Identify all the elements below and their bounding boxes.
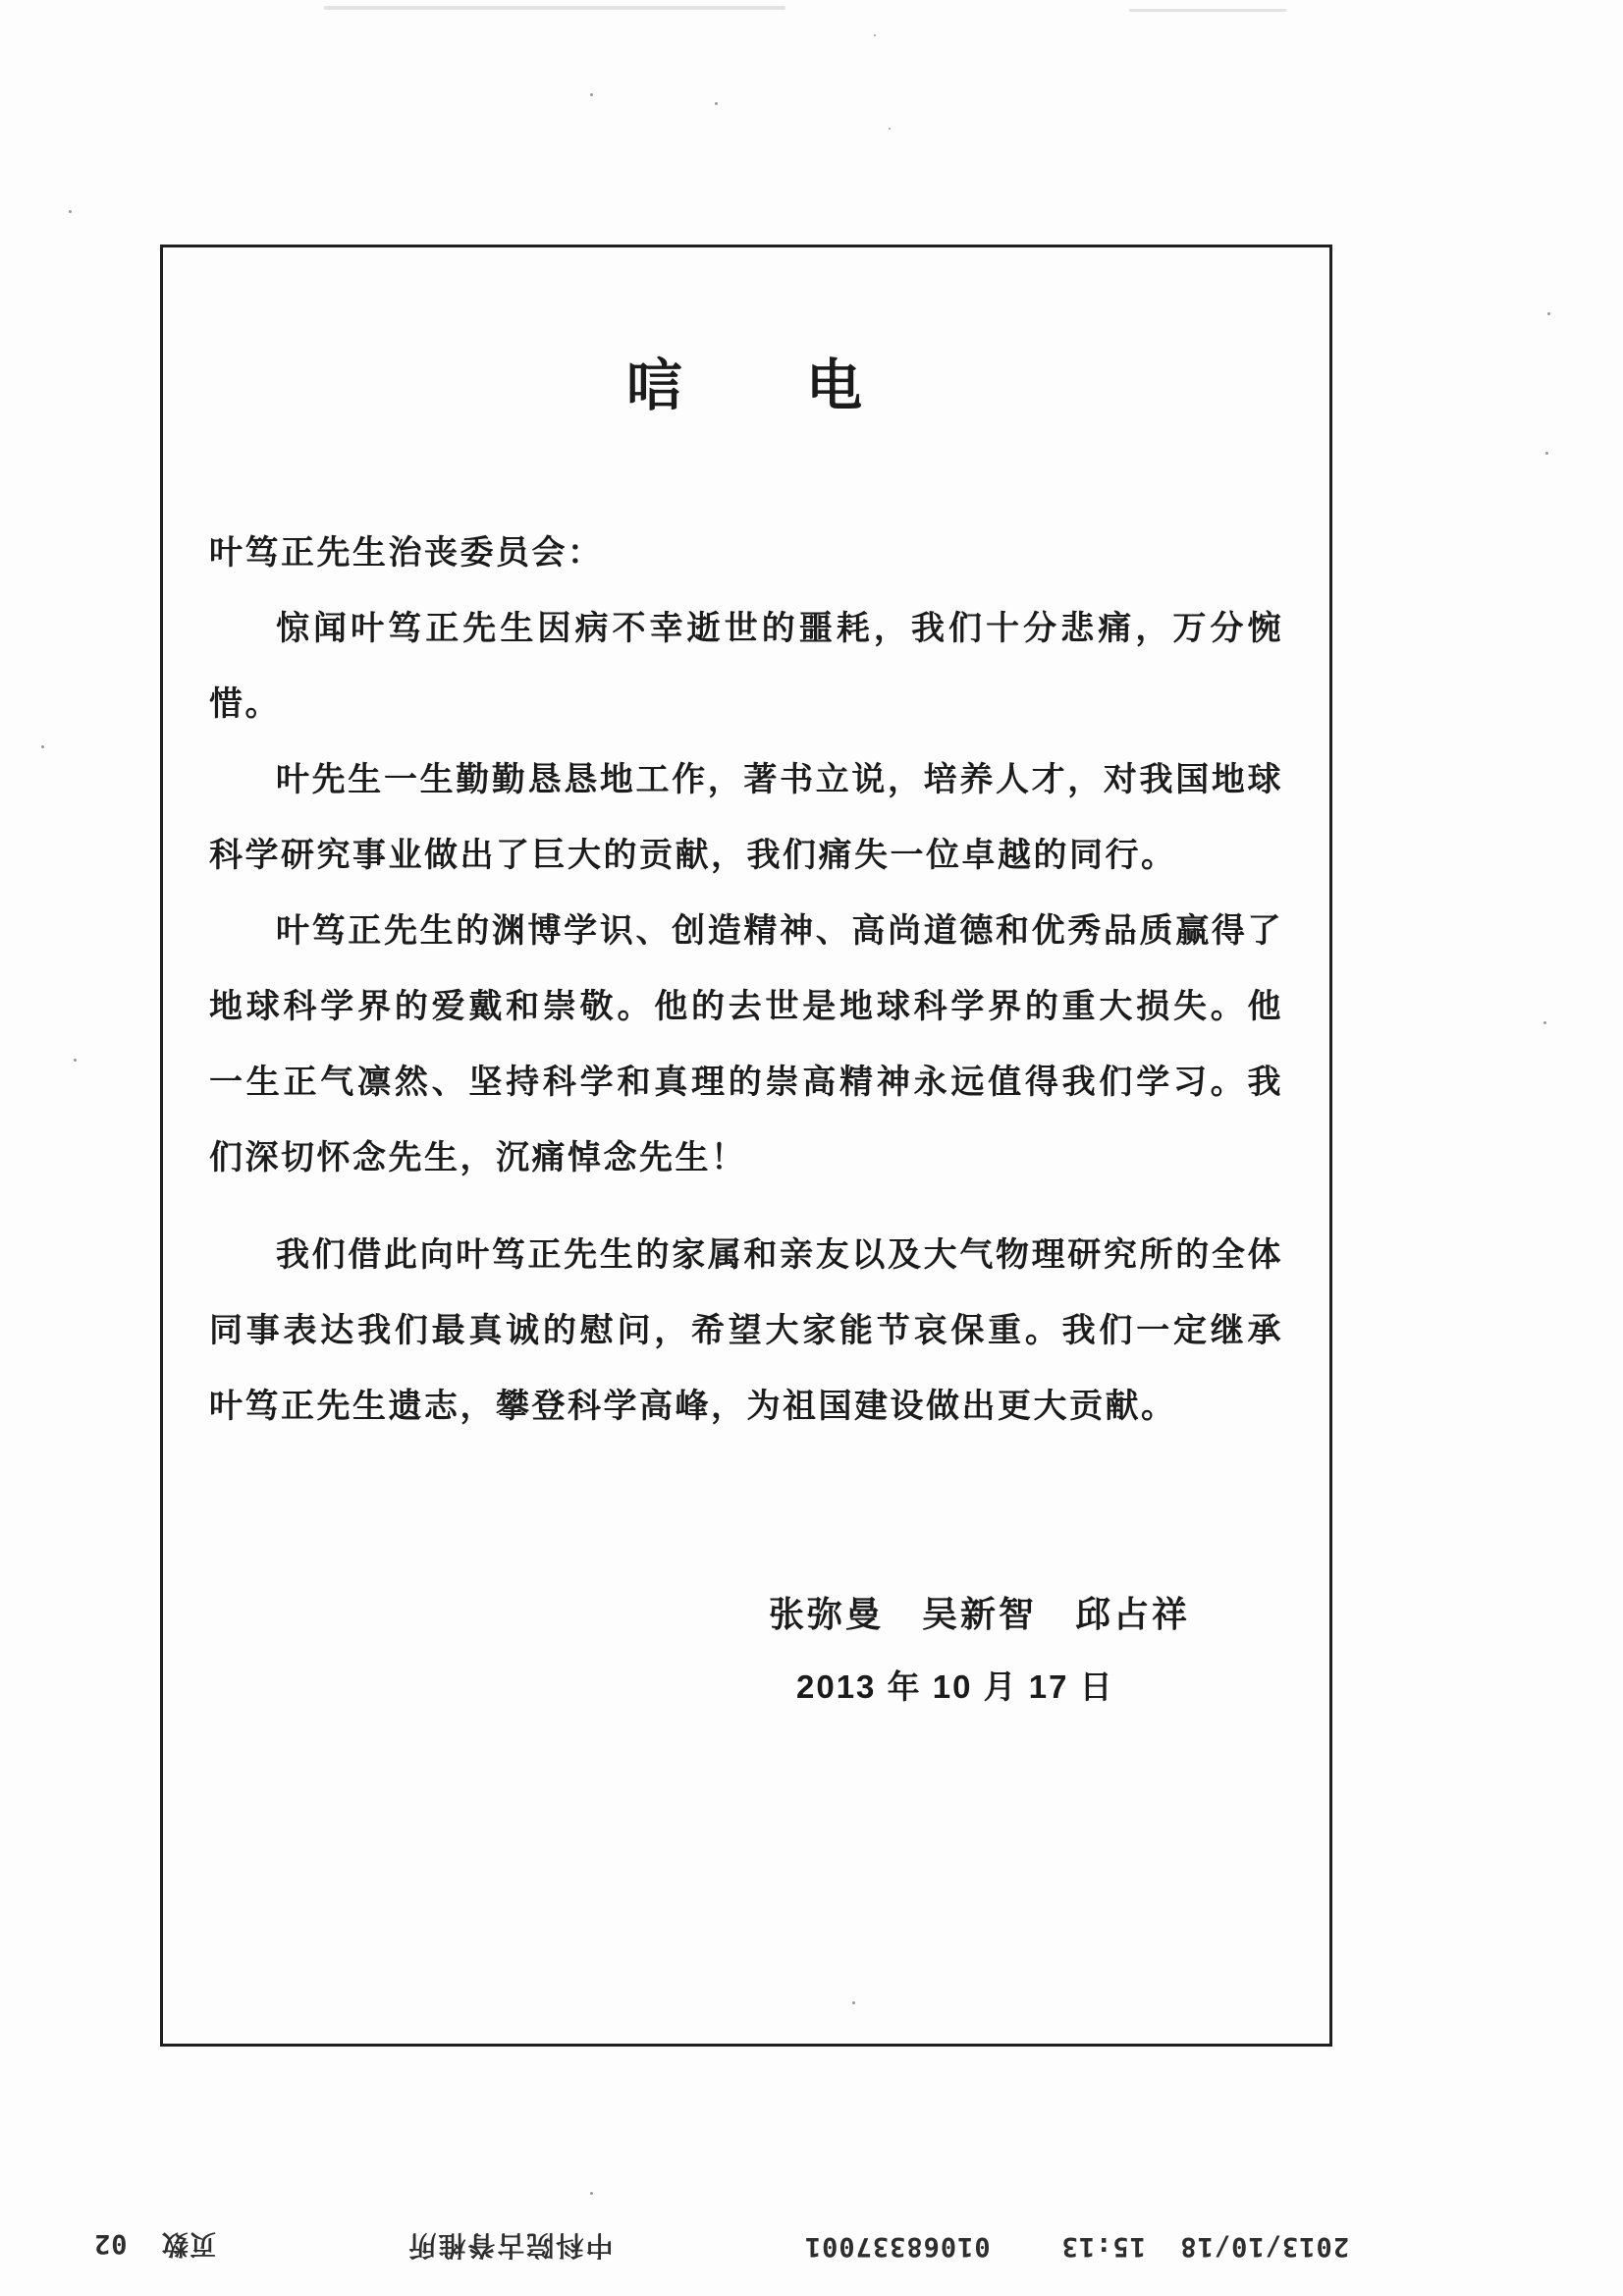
paragraph: 叶笃正先生的渊博学识、创造精神、高尚道德和优秀品质赢得了地球科学界的爱戴和崇敬。他的去世是地球科学界的重大损失。他一生正气凛然、坚持科学和真理的崇高精神永远值得我们学习。我们深切怀念先生，沉痛悼念先生！ bbox=[209, 912, 1283, 1176]
scan-noise-speck bbox=[715, 102, 718, 105]
fax-page-count: 页数 02 bbox=[93, 2228, 217, 2260]
fax-footer bbox=[93, 2225, 1417, 2269]
scan-noise-speck bbox=[590, 93, 593, 96]
scan-noise-speck bbox=[41, 745, 44, 748]
scan-smudge bbox=[1129, 9, 1286, 12]
fax-datetime: 2013/10/18 15:13 bbox=[1060, 2231, 1349, 2263]
signature-names: 张弥曼 吴新智 邱占祥 bbox=[769, 1594, 1191, 1634]
scan-noise-speck bbox=[69, 210, 72, 213]
fax-station-name: 中科院古脊椎所 bbox=[406, 2230, 614, 2261]
scan-noise-speck bbox=[889, 128, 891, 130]
scan-noise-speck bbox=[1545, 452, 1548, 455]
paragraph: 惊闻叶笃正先生因病不幸逝世的噩耗，我们十分悲痛，万分惋惜。 bbox=[209, 610, 1283, 723]
scan-noise-speck bbox=[874, 34, 876, 36]
scan-noise-speck bbox=[590, 2192, 593, 2195]
document-title: 唁 电 bbox=[626, 355, 866, 417]
paragraph: 叶先生一生勤勤恳恳地工作，著书立说，培养人才，对我国地球科学研究事业做出了巨大的贡献，我们痛失一位卓越的同行。 bbox=[209, 761, 1283, 874]
document-box bbox=[160, 245, 1332, 2047]
fax-number: 01068337001 bbox=[803, 2231, 991, 2263]
fax-datetime-number bbox=[804, 2202, 1417, 2293]
scan-smudge bbox=[324, 6, 785, 10]
scan-noise-speck bbox=[1547, 312, 1550, 315]
signature-date: 2013 年 10 月 17 日 bbox=[796, 1668, 1114, 1705]
scan-noise-speck bbox=[1543, 1021, 1546, 1024]
paragraph: 我们借此向叶笃正先生的家属和亲友以及大气物理研究所的全体同事表达我们最真诚的慰问，希望大家能节哀保重。我们一定继承叶笃正先生遗志，攀登科学高峰，为祖国建设做出更大贡献。 bbox=[209, 1236, 1283, 1425]
scan-noise-speck bbox=[74, 1059, 77, 1062]
salutation: 叶笃正先生治丧委员会： bbox=[209, 534, 604, 572]
